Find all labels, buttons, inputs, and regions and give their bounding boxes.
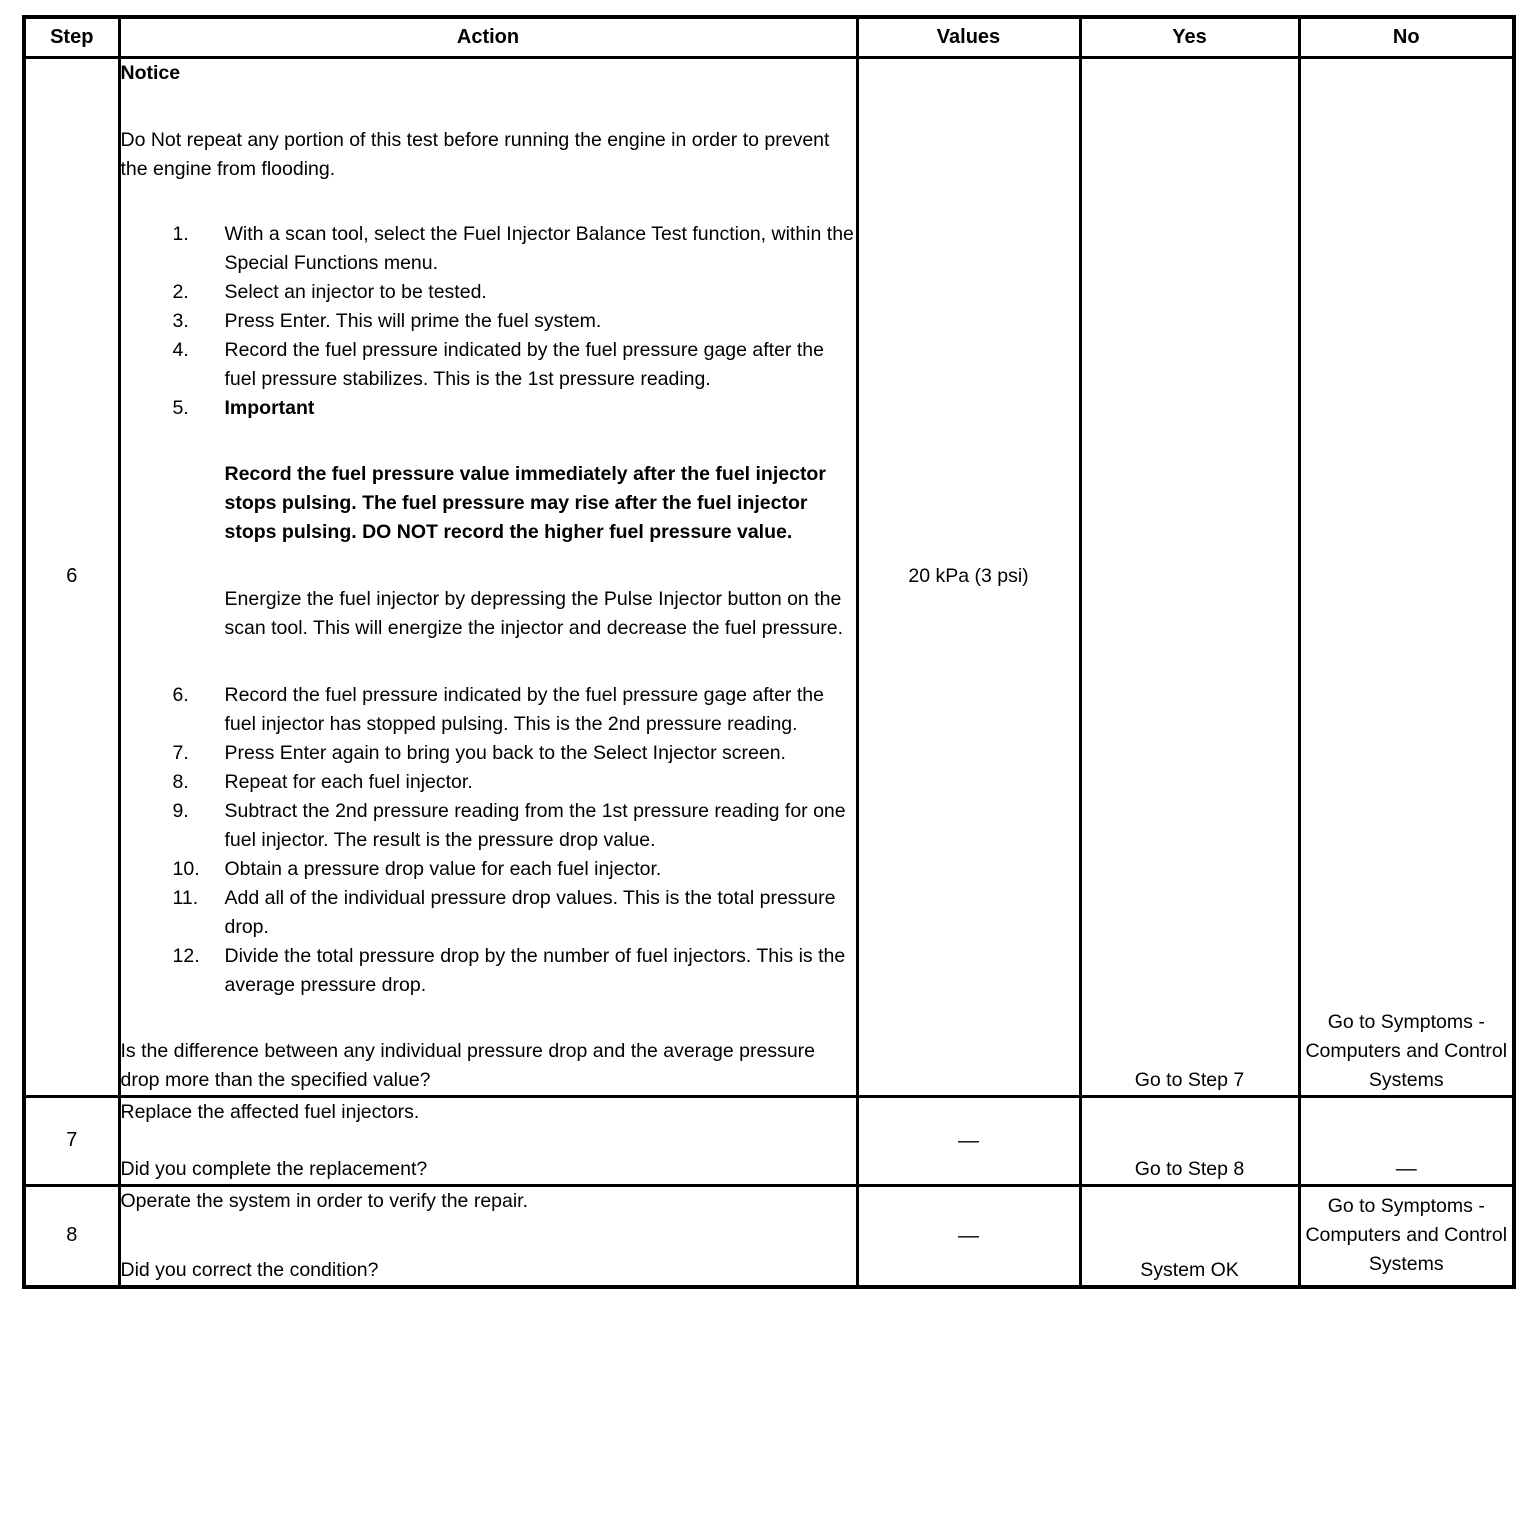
em-dash: — — [1395, 1156, 1417, 1180]
header-no: No — [1299, 17, 1514, 57]
action-cell-step-8 — [119, 1185, 857, 1287]
list-item — [173, 855, 856, 884]
step-number-6: 6 — [24, 57, 119, 1096]
list-item — [173, 336, 856, 394]
no-cell-step-7 — [1299, 1096, 1514, 1185]
yes-cell-step-7: Go to Step 8 — [1080, 1096, 1299, 1185]
no-cell-step-6: Go to Symptoms - Computers and Control Systems — [1299, 57, 1514, 1096]
list-item-text: Subtract the 2nd pressure reading from the 1st pressure reading for one fuel injector. The result is the pressure drop value. — [224, 799, 846, 851]
list-item-number: 10. — [172, 857, 200, 880]
list-item-text: Obtain a pressure drop value for each fuel injector. — [224, 857, 662, 880]
table-row-step-7 — [24, 1096, 1514, 1185]
list-item-text: Select an injector to be tested. — [224, 280, 487, 303]
list-item-text: Add all of the individual pressure drop values. This is the total pressure drop. — [224, 886, 836, 938]
list-item-text: Repeat for each fuel injector. — [224, 770, 473, 793]
list-item — [173, 942, 856, 1000]
list-item-text: Record the fuel pressure indicated by the fuel pressure gage after the fuel injector has stopped pulsing. This is the 2nd pressure reading. — [224, 683, 824, 735]
no-cell-step-8: Go to Symptoms - Computers and Control Systems — [1299, 1185, 1514, 1287]
list-item-text: Divide the total pressure drop by the number of fuel injectors. This is the average pressure drop. — [224, 944, 846, 996]
step-6-question: Is the difference between any individual pressure drop and the average pressure drop more than the specified value? — [120, 1039, 815, 1091]
list-item — [173, 681, 856, 739]
list-item-number: 1. — [172, 222, 189, 245]
list-item — [173, 797, 856, 855]
list-item-text: Record the fuel pressure indicated by the fuel pressure gage after the fuel pressure stabilizes. This is the 1st pressure reading. — [224, 338, 824, 390]
list-item-number: 3. — [172, 309, 189, 332]
list-item-text: Press Enter again to bring you back to the Select Injector screen. — [224, 741, 786, 764]
em-dash: — — [958, 1223, 979, 1247]
list-item-number: 11. — [172, 886, 199, 909]
header-step: Step — [24, 17, 119, 57]
list-item-number: 7. — [172, 741, 189, 764]
em-dash: — — [958, 1128, 979, 1152]
list-item-text-important: Important — [224, 396, 315, 419]
list-item-number: 8. — [172, 770, 189, 793]
action-cell-step-6 — [119, 57, 857, 1096]
list-item — [173, 307, 856, 336]
list-item-number: 5. — [172, 396, 189, 419]
values-cell-step-6: 20 kPa (3 psi) — [857, 57, 1080, 1096]
notice-title: Notice — [120, 61, 181, 84]
list-item-number: 6. — [172, 683, 189, 706]
action-cell-step-7 — [119, 1096, 857, 1185]
yes-cell-step-8: System OK — [1080, 1185, 1299, 1287]
values-cell-step-8 — [857, 1185, 1080, 1287]
header-yes: Yes — [1080, 17, 1299, 57]
table-header-row — [24, 17, 1514, 57]
step-number-7: 7 — [24, 1096, 119, 1185]
step-7-action-text: Replace the affected fuel injectors. — [120, 1100, 420, 1123]
list-item-text: Press Enter. This will prime the fuel system. — [224, 309, 602, 332]
list-item-text: With a scan tool, select the Fuel Injector Balance Test function, within the Special Functions menu. — [224, 222, 854, 274]
step-number-8: 8 — [24, 1185, 119, 1287]
step-8-action-text: Operate the system in order to verify the repair. — [120, 1189, 529, 1212]
table-row-step-6 — [24, 57, 1514, 1096]
step-8-question: Did you correct the condition? — [120, 1258, 379, 1281]
yes-cell-step-6: Go to Step 7 — [1080, 57, 1299, 1096]
header-action: Action — [119, 17, 857, 57]
procedure-list-part2 — [121, 681, 856, 1000]
list-item — [173, 768, 856, 797]
step-7-question: Did you complete the replacement? — [120, 1157, 428, 1180]
list-item-number: 4. — [172, 338, 189, 361]
energize-instruction-text: Energize the fuel injector by depressing the Pulse Injector button on the scan tool. This will energize the injector and decrease the fuel pressure. — [224, 587, 844, 639]
notice-text: Do Not repeat any portion of this test before running the engine in order to prevent the engine from flooding. — [120, 128, 830, 180]
procedure-list-part1 — [121, 220, 856, 423]
important-warning-text: Record the fuel pressure value immediately after the fuel injector stops pulsing. The fuel pressure may rise after the fuel injector stops pulsing. DO NOT record the higher fuel pressure value. — [224, 462, 826, 543]
list-item — [173, 394, 856, 423]
values-cell-step-7 — [857, 1096, 1080, 1185]
list-item — [173, 278, 856, 307]
header-values: Values — [857, 17, 1080, 57]
list-item-number: 2. — [172, 280, 189, 303]
table-row-step-8 — [24, 1185, 1514, 1287]
list-item — [173, 884, 856, 942]
diagnostic-table — [22, 15, 1516, 1289]
list-item — [173, 739, 856, 768]
list-item-number: 12. — [172, 944, 200, 967]
list-item-number: 9. — [172, 799, 189, 822]
list-item — [173, 220, 856, 278]
